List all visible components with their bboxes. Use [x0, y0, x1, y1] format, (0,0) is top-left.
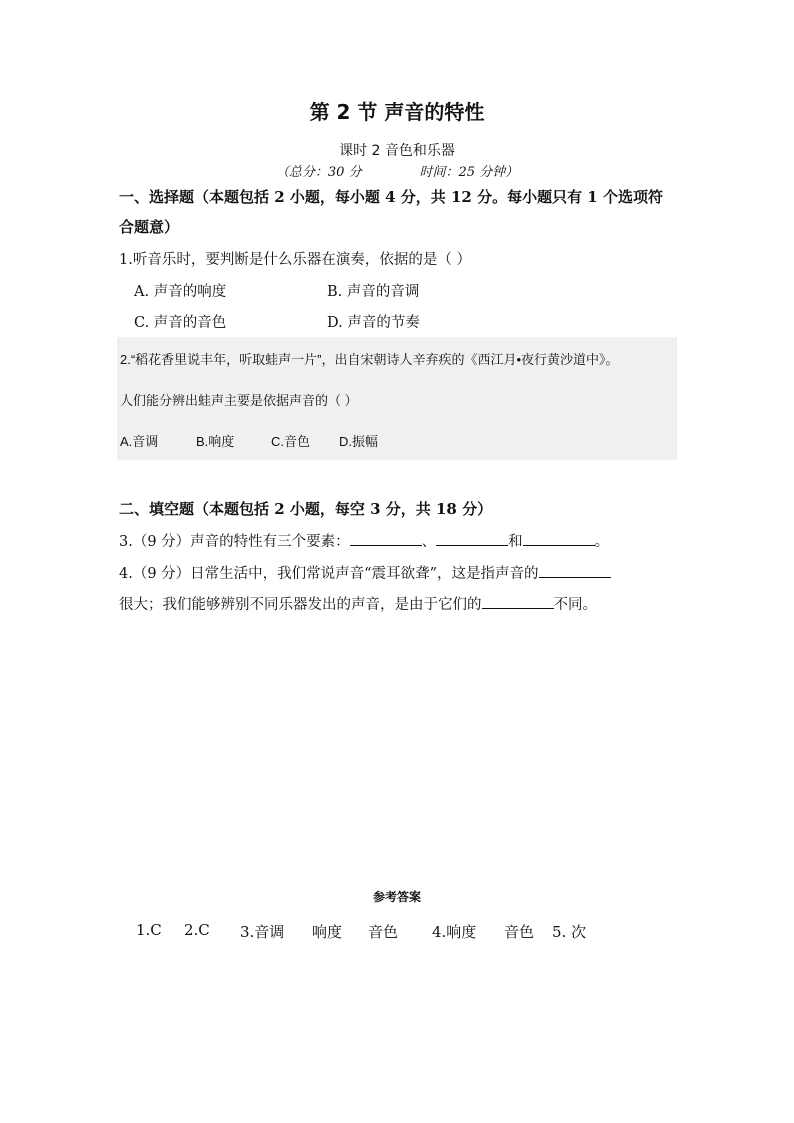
q1-option-c: C. 声音的音色 — [134, 315, 227, 331]
q3-blank-1[interactable] — [350, 531, 422, 546]
answer-4b: 音色 — [504, 923, 535, 941]
total-score: （总分：30 分 — [275, 165, 362, 180]
page-title: 第 2 节 声音的特性 — [309, 100, 485, 124]
q3-blank-2[interactable] — [436, 531, 508, 546]
answers-title: 参考答案 — [372, 890, 421, 904]
q4-prefix: 4.（9 分）日常生活中，我们常说声音“震耳欲聋”，这是指声音的 — [119, 566, 539, 582]
answer-2: 2.C — [184, 921, 210, 939]
q2-line2: 人们能分辨出蛙声主要是依据声音的（ ） — [120, 393, 358, 408]
q2-option-c: C.音色 — [271, 434, 311, 449]
q3-end: 。 — [594, 534, 610, 550]
q4-blank-1[interactable] — [539, 563, 611, 578]
q1-option-a: A. 声音的响度 — [134, 284, 227, 300]
q2-option-d: D.振幅 — [339, 434, 379, 449]
q4-line2 — [119, 593, 597, 614]
q3-prefix: 3.（9 分）声音的特性有三个要素： — [119, 534, 350, 550]
q2-option-b: B.响度 — [196, 434, 235, 449]
q1-option-b: B. 声音的音调 — [327, 284, 420, 300]
time-limit: 时间：25 分钟） — [419, 165, 519, 180]
q4-line2-prefix: 很大；我们能够辨别不同乐器发出的声音，是由于它们的 — [119, 597, 482, 613]
answer-1: 1.C — [136, 921, 162, 939]
q4-line2-suffix: 不同。 — [553, 597, 597, 613]
q3-sep1: 、 — [421, 534, 437, 550]
section1-heading: 一、选择题（本题包括 2 小题，每小题 4 分，共 12 分。每小题只有 1 个选项符 — [119, 188, 663, 206]
section1-heading-cont: 合题意） — [119, 218, 180, 236]
page-subtitle: 课时 2 音色和乐器 — [339, 143, 455, 159]
section2-heading: 二、填空题（本题包括 2 小题，每空 3 分，共 18 分） — [119, 500, 493, 518]
answer-4a: 4.响度 — [432, 923, 477, 941]
q1-option-d: D. 声音的节奏 — [327, 315, 420, 331]
exam-meta — [0, 161, 794, 180]
q4-blank-2[interactable] — [482, 594, 554, 609]
q1-text: 1.听音乐时，要判断是什么乐器在演奏，依据的是（ ） — [119, 252, 471, 268]
answer-3c: 音色 — [368, 923, 399, 941]
q3-blank-3[interactable] — [523, 531, 595, 546]
answer-5: 5. 次 — [552, 923, 587, 941]
q2-option-a: A.音调 — [120, 434, 159, 449]
answer-3a: 3.音调 — [240, 923, 285, 941]
q3-sep2: 和 — [508, 534, 523, 550]
q4-line1 — [119, 562, 611, 583]
answer-3b: 响度 — [312, 923, 343, 941]
q3-text — [119, 530, 609, 551]
q2-line1: 2.“稻花香里说丰年，听取蛙声一片”，出自宋朝诗人辛弃疾的《西江月•夜行黄沙道中》。 — [120, 352, 619, 367]
